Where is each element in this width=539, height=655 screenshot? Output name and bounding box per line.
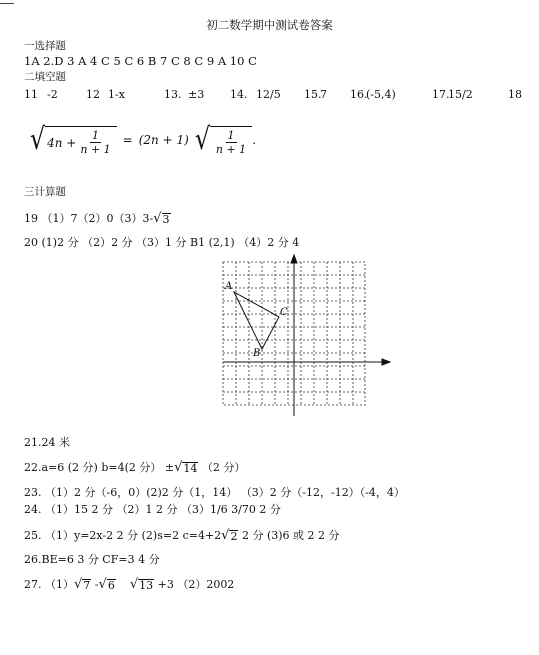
q22-radicand: 14 bbox=[183, 462, 198, 475]
formula-period: . bbox=[252, 133, 257, 147]
label-point-c: C bbox=[280, 307, 288, 318]
formula-rhs-fraction bbox=[214, 129, 248, 156]
section-fill-blank-heading: 二填空题 bbox=[24, 71, 66, 83]
q25-suffix: 2 分 (3)6 或 2 2 分 bbox=[238, 529, 340, 542]
formula-lhs-denominator: n + 1 bbox=[80, 143, 111, 156]
q27-text: 27. （1） bbox=[24, 578, 74, 591]
q25-radical bbox=[221, 530, 238, 543]
formula-lhs-numerator: 1 bbox=[92, 129, 99, 142]
formula-lhs-fraction bbox=[78, 129, 112, 156]
q25-radicand: 2 bbox=[230, 530, 238, 543]
formula-rhs-coefficient: (2n + 1) bbox=[138, 133, 189, 147]
q15-answer: 7 bbox=[320, 88, 327, 101]
formula-rhs-numerator: 1 bbox=[227, 129, 235, 142]
q27-radical-1 bbox=[74, 579, 91, 592]
formula-lhs-radical bbox=[28, 122, 117, 158]
q22-suffix: （2 分） bbox=[198, 461, 246, 474]
q11-answer: -2 bbox=[47, 88, 58, 101]
fill-blank-answers-row bbox=[0, 88, 539, 102]
q20-answer: 20 (1)2 分 （2）2 分 （3）1 分 B1 (2,1) （4）2 分 4 bbox=[24, 236, 300, 249]
formula-lhs-term: 4n + bbox=[47, 135, 77, 150]
formula-rhs-denominator: n + 1 bbox=[215, 143, 247, 156]
q14-answer: 12/5 bbox=[256, 88, 281, 101]
q19-radicand: 3 bbox=[162, 213, 170, 226]
q27-gap bbox=[116, 578, 130, 591]
q25-answer bbox=[24, 529, 340, 543]
radical-sign: √ bbox=[129, 577, 139, 592]
corner-mark bbox=[0, 0, 14, 4]
radical-sign: √ bbox=[74, 577, 83, 592]
q12-answer: 1-x bbox=[108, 88, 125, 101]
q22-answer bbox=[24, 461, 245, 475]
q22-text: 22.a=6 (2 分) b=4(2 分） ± bbox=[24, 461, 175, 474]
coordinate-grid-graph bbox=[212, 252, 397, 420]
radical-sign: √ bbox=[98, 577, 107, 592]
q16-answer: (-5,4) bbox=[366, 88, 396, 101]
formula-lhs-radicand bbox=[45, 126, 117, 158]
q27-radical-2 bbox=[99, 579, 116, 592]
q22-radical bbox=[174, 462, 198, 475]
q27-minus: - bbox=[91, 578, 99, 591]
q18-formula bbox=[28, 120, 256, 160]
formula-rhs-radicand bbox=[210, 126, 252, 158]
q27-radicand-1: 7 bbox=[83, 579, 91, 592]
x-axis-arrow-icon bbox=[382, 359, 390, 365]
q23-answer: 23. （1）2 分（-6，0）(2)2 分（1，14） （3）2 分（-12，-12）（-4，4） bbox=[24, 486, 405, 499]
q17-num: 17. bbox=[432, 88, 450, 101]
radical-sign: √ bbox=[153, 211, 162, 226]
q13-num: 13. bbox=[164, 88, 182, 101]
page-title: 初二数学期中测试卷答案 bbox=[206, 18, 333, 32]
q15-num: 15. bbox=[304, 88, 322, 101]
q12-num: 12 bbox=[86, 88, 100, 101]
q16-num: 16. bbox=[350, 88, 368, 101]
q26-answer: 26.BE=6 3 分 CF=3 4 分 bbox=[24, 553, 160, 566]
y-axis-arrow-icon bbox=[291, 255, 297, 263]
radical-sign: √ bbox=[29, 122, 46, 157]
q27-radicand-2: 6 bbox=[107, 579, 115, 592]
radical-sign: √ bbox=[221, 528, 230, 543]
q18-num: 18 bbox=[508, 88, 522, 101]
label-point-a: A bbox=[225, 281, 233, 292]
formula-rhs-radical bbox=[193, 122, 252, 158]
q19-answer bbox=[24, 212, 171, 226]
q19-radical bbox=[153, 213, 170, 226]
formula-equals: = bbox=[122, 133, 133, 147]
section-calculation-heading: 三计算题 bbox=[24, 186, 66, 198]
q27-suffix: +3 （2）2002 bbox=[154, 578, 235, 591]
q27-radical-3 bbox=[130, 579, 154, 592]
q17-answer: 15/2 bbox=[448, 88, 473, 101]
radical-sign: √ bbox=[174, 460, 183, 475]
q14-num: 14. bbox=[230, 88, 248, 101]
radical-sign: √ bbox=[194, 122, 210, 157]
q13-answer: ±3 bbox=[188, 88, 205, 101]
q27-radicand-3: 13 bbox=[139, 579, 154, 592]
q27-answer bbox=[24, 578, 234, 592]
q19-text: 19 （1）7（2）0（3）3- bbox=[24, 212, 154, 225]
label-point-b: B bbox=[253, 348, 261, 359]
q25-text: 25. （1）y=2x-2 2 分 (2)s=2 c=4+2 bbox=[24, 529, 222, 542]
q11-num: 11 bbox=[24, 88, 38, 101]
q24-answer: 24. （1）15 2 分 （2）1 2 分 （3）1/6 3/70 2 分 bbox=[24, 503, 281, 516]
triangle-abc bbox=[234, 292, 279, 349]
q21-answer: 21.24 米 bbox=[24, 436, 70, 449]
section-multiple-choice-heading: 一选择题 bbox=[24, 40, 66, 52]
multiple-choice-answers: 1A 2.D 3 A 4 C 5 C 6 B 7 C 8 C 9 A 10 C bbox=[24, 54, 257, 68]
